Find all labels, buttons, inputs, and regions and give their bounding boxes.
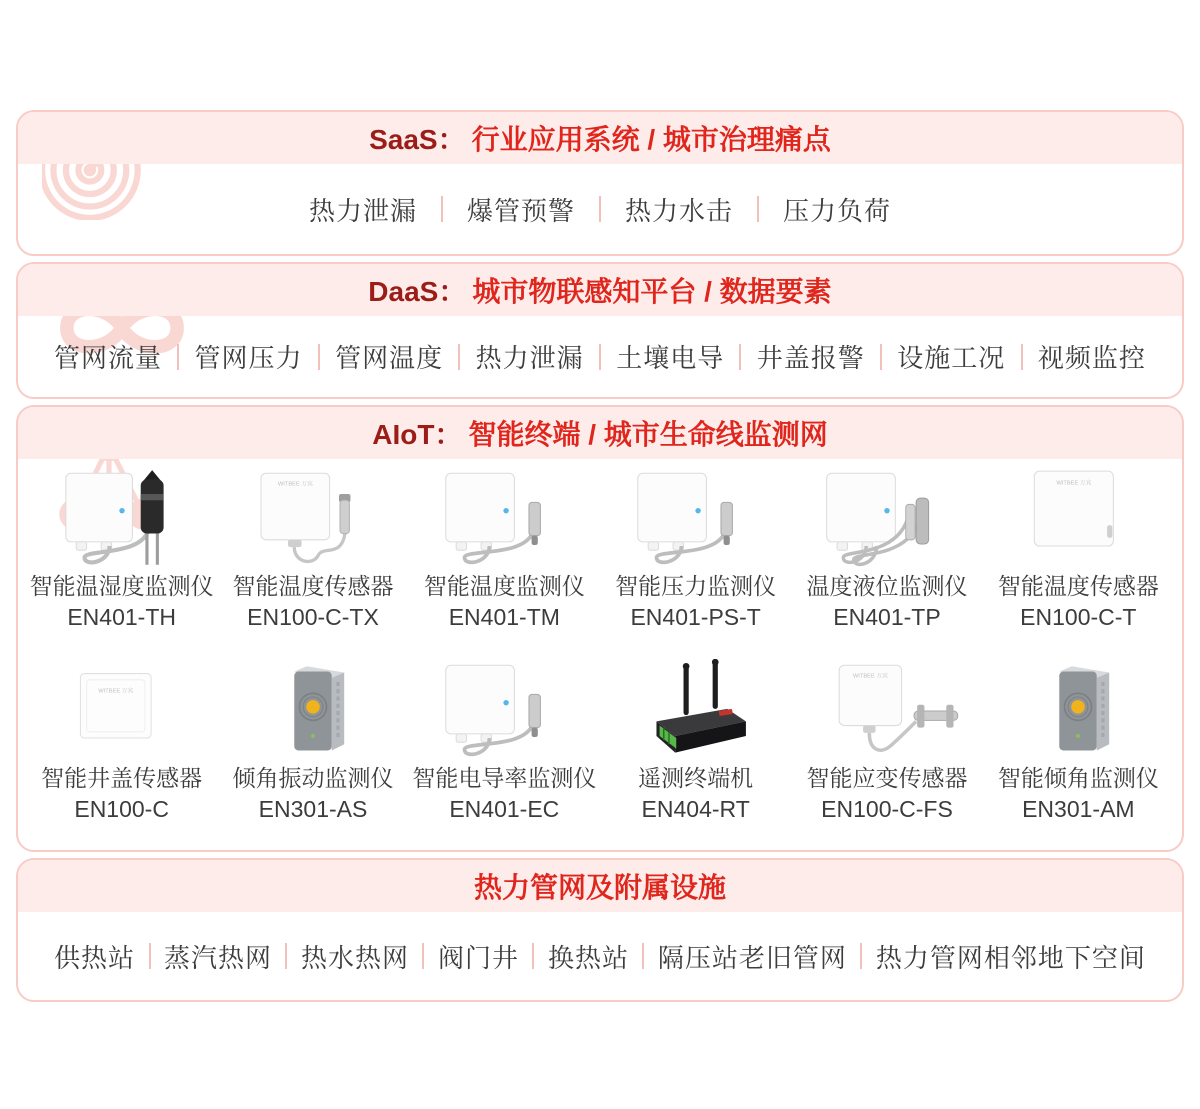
section-title-prefix: SaaS： [369,124,466,155]
box-cable-probe-icon [409,659,600,763]
item-separator [458,344,460,370]
product-card [26,659,217,825]
section-title: 热力管网及附属设施 [473,872,726,903]
product-card [217,467,408,633]
product-model: EN401-PS-T [630,604,761,630]
gray-tilt-icon [983,659,1174,763]
svg-text:WITBEE 万宾: WITBEE 万宾 [277,481,313,488]
section-daas [16,262,1184,399]
section-saas [16,110,1184,256]
feature-item: 爆管预警 [466,195,575,226]
product-model: EN301-AM [1022,796,1135,822]
product-model: EN401-TM [448,604,560,630]
section-title: 城市物联感知平台 / 数据要素 [472,276,832,307]
feature-item: 管网流量 [54,343,163,373]
product-name: 智能电导率监测仪 [412,765,597,791]
product-card [409,659,600,825]
product-card [791,659,982,825]
product-model: EN401-TH [67,604,176,630]
feature-item: 热水热网 [300,942,409,973]
product-card [791,467,982,633]
product-name: 智能压力监测仪 [615,573,777,599]
feature-item: 换热站 [547,942,629,973]
product-card [983,659,1174,825]
panel-plain-icon [983,467,1174,571]
product-model: EN404-RT [641,796,750,822]
product-card [983,467,1174,633]
feature-item: 隔压站老旧管网 [657,942,847,973]
product-name: 智能应变传感器 [806,765,968,791]
section-header-saas [18,112,1182,164]
svg-text:WITBEE 万宾: WITBEE 万宾 [852,673,888,680]
product-name: 智能温度监测仪 [423,573,585,599]
section-pipes [16,858,1184,1002]
product-model: EN100-C-T [1020,604,1137,630]
saas-item-row [18,164,1182,254]
item-separator [739,344,741,370]
panel-flat-icon [26,659,217,763]
feature-item: 设施工况 [897,343,1006,373]
product-name: 智能温湿度监测仪 [29,573,214,599]
product-name: 温度液位监测仪 [806,573,968,599]
panel-cable-probe-icon [217,467,408,571]
section-title: 智能终端 / 城市生命线监测网 [468,419,828,450]
product-card [217,659,408,825]
product-name: 倾角振动监测仪 [232,765,394,791]
item-separator [422,943,424,969]
feature-item: 井盖报警 [756,343,865,373]
panel-bracket-icon [791,659,982,763]
feature-item: 热力管网相邻地下空间 [875,942,1146,973]
section-title-prefix: AIoT： [372,419,463,450]
product-model: EN100-C-FS [821,796,953,822]
product-card [600,659,791,825]
product-model: EN100-C [74,796,169,822]
svg-text:WITBEE 万宾: WITBEE 万宾 [97,688,133,695]
feature-item: 热力泄漏 [308,195,417,226]
item-separator [860,943,862,969]
product-card [409,467,600,633]
item-separator [318,344,320,370]
product-name: 智能温度传感器 [997,573,1159,599]
item-separator [177,344,179,370]
product-name: 智能井盖传感器 [41,765,203,791]
feature-item: 热力泄漏 [475,343,584,373]
box-dual-cable-icon [791,467,982,571]
feature-item: 压力负荷 [783,195,892,226]
item-separator [880,344,882,370]
product-card [26,467,217,633]
product-grid [18,459,1182,825]
feature-item: 管网压力 [194,343,303,373]
section-header-pipes [18,860,1182,912]
product-model: EN401-EC [449,796,560,822]
svg-text:WITBEE 万宾: WITBEE 万宾 [1056,480,1092,487]
item-separator [599,344,601,370]
pipes-item-row [18,912,1182,1000]
product-model: EN301-AS [258,796,368,822]
product-name: 智能温度传感器 [232,573,394,599]
daas-item-row [18,316,1182,397]
feature-item: 管网温度 [335,343,444,373]
section-header-daas [18,264,1182,316]
feature-item: 热力水击 [625,195,734,226]
product-model: EN401-TP [833,604,941,630]
gray-tilt-icon [217,659,408,763]
product-card [600,467,791,633]
item-separator [642,943,644,969]
product-model: EN100-C-TX [247,604,379,630]
product-name: 智能倾角监测仪 [997,765,1159,791]
item-separator [149,943,151,969]
section-aiot [16,405,1184,852]
item-separator [1021,344,1023,370]
box-cable-probe-icon [600,467,791,571]
feature-item: 阀门井 [437,942,519,973]
item-separator [532,943,534,969]
section-header-aiot [18,407,1182,459]
product-name: 遥测终端机 [638,765,754,791]
feature-item: 土壤电导 [616,343,725,373]
feature-item: 视频监控 [1037,343,1146,373]
feature-item: 蒸汽热网 [163,942,272,973]
section-title: 行业应用系统 / 城市治理痛点 [471,124,831,155]
rtu-router-icon [600,659,791,763]
feature-item: 供热站 [54,942,136,973]
box-cable-probe-icon [409,467,600,571]
box-black-probe-icon [26,467,217,571]
item-separator [285,943,287,969]
section-title-prefix: DaaS： [368,276,467,307]
